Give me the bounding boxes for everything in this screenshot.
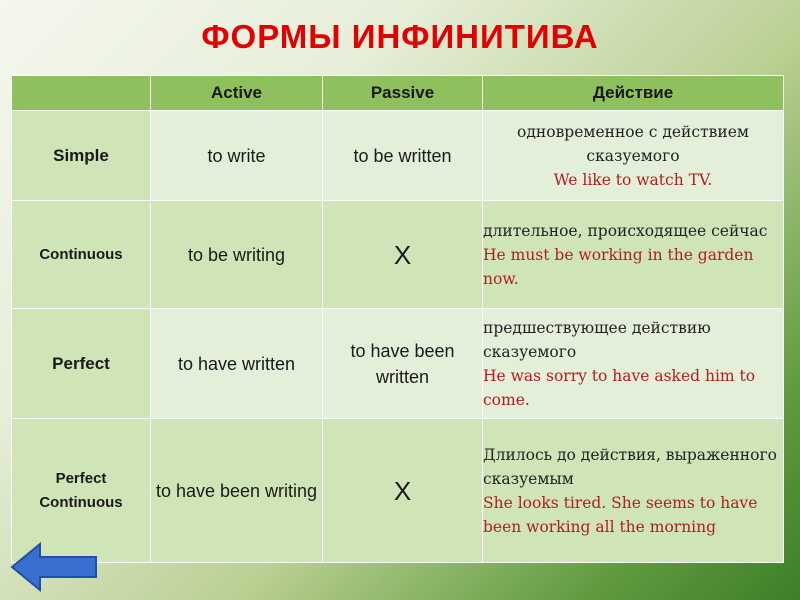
- action-description: [483, 111, 784, 201]
- example-sentence: We like to watch TV.: [553, 170, 713, 189]
- infinitive-forms-table: [11, 75, 784, 563]
- active-form: to write: [151, 111, 323, 201]
- table-row: [12, 419, 784, 563]
- back-arrow-shape[interactable]: [12, 544, 96, 590]
- passive-form-none: X: [323, 419, 483, 563]
- header-empty: [12, 76, 151, 111]
- table-row: [12, 111, 784, 201]
- table-row: [12, 201, 784, 309]
- example-sentence: She looks tired. She seems to have been working all the morning: [483, 493, 758, 536]
- example-sentence: He must be working in the garden now.: [483, 245, 754, 288]
- action-description: [483, 201, 784, 309]
- active-form: to have been writing: [151, 419, 323, 563]
- table-row: [12, 309, 784, 419]
- active-form: to be writing: [151, 201, 323, 309]
- row-label-continuous: Continuous: [12, 201, 151, 309]
- row-label-simple: Simple: [12, 111, 151, 201]
- active-form: to have written: [151, 309, 323, 419]
- header-action: Действие: [483, 76, 784, 111]
- header-passive: Passive: [323, 76, 483, 111]
- passive-form: to have been written: [323, 309, 483, 419]
- action-description: [483, 419, 784, 563]
- passive-form-none: X: [323, 201, 483, 309]
- meaning-text: предшествующее действию сказуемого: [483, 318, 711, 361]
- row-label-perfect: Perfect: [12, 309, 151, 419]
- back-arrow-icon[interactable]: [10, 542, 100, 592]
- example-sentence: He was sorry to have asked him to come.: [483, 366, 756, 409]
- table-header-row: [12, 76, 784, 111]
- action-description: [483, 309, 784, 419]
- row-label-perfect-continuous: Perfect Continuous: [12, 419, 151, 563]
- header-active: Active: [151, 76, 323, 111]
- meaning-text: Длилось до действия, выраженного сказуемым: [483, 445, 777, 488]
- page-title: ФОРМЫ ИНФИНИТИВА: [201, 18, 599, 55]
- passive-form: to be written: [323, 111, 483, 201]
- meaning-text: длительное, происходящее сейчас: [483, 221, 768, 240]
- meaning-text: одновременное с действием сказуемого: [517, 122, 749, 165]
